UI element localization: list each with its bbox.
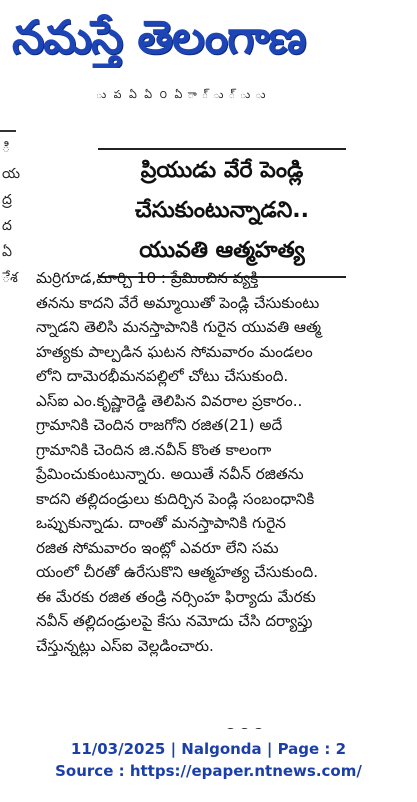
column-rule — [0, 130, 16, 132]
body-line: చేస్తున్నట్లు ఎస్ఐ వెల్లడించారు. — [36, 636, 214, 655]
body-line: లోని దామెరభీమనపల్లిలో చోటు చేసుకుంది. — [36, 367, 289, 385]
publication-date-line: 11/03/2025 | Nalgonda | Page : 2 — [70, 740, 347, 758]
cropped-next-text — [226, 721, 282, 729]
fragment-line: ి — [2, 140, 11, 156]
page-footer — [0, 738, 417, 782]
adjacent-column-fragment — [0, 130, 24, 310]
fragment-line: య — [2, 166, 21, 182]
headline-line: యువతి ఆత్మహత్య — [139, 238, 305, 263]
body-line: న్నాడని తెలిసి మనస్తాపానికి గురైన యువతి ఆత్మ — [36, 318, 322, 336]
body-line: ఈ మేరకు రజిత తండ్రి నర్సింహ ఫిర్యాదు మేరకు — [36, 587, 316, 606]
headline-box — [98, 148, 346, 278]
news-article — [30, 120, 412, 732]
body-line: గ్రామానికి చెందిన రాజగోని రజిత(21) అదే — [36, 416, 283, 434]
headline-line: చేసుకుంటున్నాడని.. — [135, 198, 309, 223]
body-line: కాదని తల్లిదండ్రులు కుదిర్చిన పెండ్లి సంబంధానికి — [36, 489, 315, 508]
fragment-line: ద — [2, 218, 12, 234]
body-line: రజిత సోమవారం ఇంట్లో ఎవరూ లేని సమ — [36, 538, 279, 557]
fragment-line: ఏ — [2, 244, 12, 260]
body-line: తనను కాదని వేరే అమ్మాయితో పెండ్లి చేసుకుంటు — [36, 293, 320, 312]
body-line: నవీన్ తల్లిదండ్రులపై కేసు నమోదు చేసి దర్యాప్తు — [36, 612, 313, 630]
body-line: మర్రిగూడ,మార్చి 10 : ప్రేమించిన వ్యక్తి — [36, 269, 259, 287]
newspaper-logo: నమస్తే తెలంగాణ — [12, 10, 306, 64]
body-line: ఒప్పుకున్నాడు. దాంతో మనస్తాపానికి గురైన — [36, 514, 286, 532]
body-line: ప్రేమించుకుంటున్నారు. అయితే నవీన్ రజితను — [36, 465, 304, 483]
body-line: యంలో చీరతో ఉరేసుకొని ఆత్మహత్య చేసుకుంది. — [36, 563, 319, 581]
body-line: గ్రామానికి చెందిన జి.నవీన్ కొంత కాలంగా — [36, 440, 272, 459]
body-line: హత్యకు పాల్పడిన ఘటన సోమవారం మండలం — [36, 342, 313, 361]
fragment-line: ేశ — [2, 270, 18, 286]
source-line: Source : https://epaper.ntnews.com/ — [55, 762, 362, 780]
cropped-text-strip: ు ప ఏ ఏ ౦ ఏ ా ్ ు ్ ు ు — [96, 88, 268, 101]
headline-line: ప్రియుడు వేరే పెండ్లి — [140, 158, 304, 183]
body-line: ఎస్ఐ ఎం.కృష్ణారెడ్డి తెలిపిన వివరాల ప్రకారం.. — [36, 391, 303, 410]
masthead — [0, 0, 417, 78]
fragment-line: ద్ర — [2, 192, 12, 208]
